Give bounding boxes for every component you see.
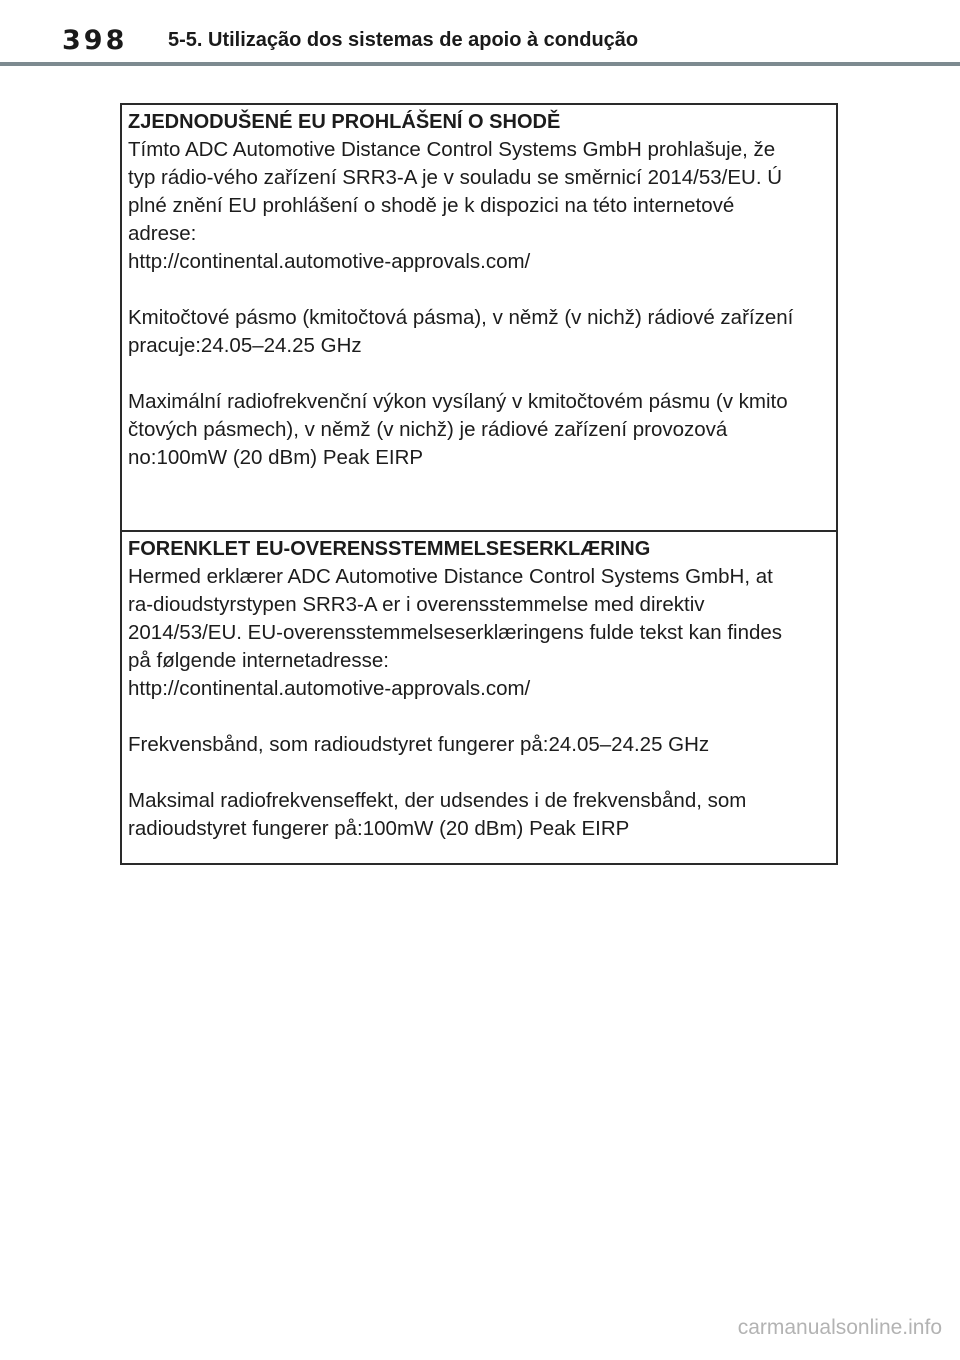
text-line: Kmitočtové pásmo (kmitočtová pásma), v němž (v nichž) rádiové zařízení	[128, 306, 794, 329]
text-line: no:100mW (20 dBm) Peak EIRP	[128, 446, 424, 469]
danish-declaration	[122, 530, 836, 863]
page-number: 398	[62, 25, 128, 56]
text-line: adrese:	[128, 222, 197, 245]
danish-max-power	[128, 787, 830, 843]
approvals-url: http://continental.automotive-approvals.com/	[128, 677, 531, 700]
text-line: Maximální radiofrekvenční výkon vysílaný v kmitočtovém pásmu (v kmito	[128, 390, 788, 413]
czech-declaration-statement	[128, 136, 830, 276]
watermark: carmanualsonline.info	[737, 1316, 942, 1339]
text-line: på følgende internetadresse:	[128, 649, 389, 672]
text-line: pracuje:24.05–24.25 GHz	[128, 334, 362, 357]
text-line: typ rádio-vého zařízení SRR3-A je v souladu se směrnicí 2014/53/EU. Ú	[128, 166, 783, 189]
approvals-url: http://continental.automotive-approvals.com/	[128, 250, 531, 273]
declaration-box	[120, 103, 838, 865]
text-line: Hermed erklærer ADC Automotive Distance Control Systems GmbH, at	[128, 565, 773, 588]
text-line: plné znění EU prohlášení o shodě je k dispozici na této internetové	[128, 194, 735, 217]
danish-frequency-band	[128, 731, 830, 759]
czech-declaration-heading: ZJEDNODUŠENÉ EU PROHLÁŠENÍ O SHODĚ	[128, 111, 561, 133]
text-line: ra-dioudstyrstypen SRR3-A er i overensstemmelse med direktiv	[128, 593, 705, 616]
text-line: čtových pásmech), v němž (v nichž) je rádiové zařízení provozová	[128, 418, 728, 441]
danish-declaration-heading: FORENKLET EU-OVERENSSTEMMELSESERKLÆRING	[128, 538, 651, 560]
czech-max-power	[128, 388, 830, 472]
text-line: Frekvensbånd, som radioudstyret fungerer på:24.05–24.25 GHz	[128, 733, 710, 756]
text-line: Maksimal radiofrekvenseffekt, der udsendes i de frekvensbånd, som	[128, 789, 747, 812]
page-header	[0, 0, 960, 66]
text-line: 2014/53/EU. EU-overensstemmelseserklæringens fulde tekst kan findes	[128, 621, 783, 644]
spacer	[128, 276, 830, 304]
text-line: radioudstyret fungerer på:100mW (20 dBm) Peak EIRP	[128, 817, 630, 840]
spacer	[128, 360, 830, 388]
czech-frequency-band	[128, 304, 830, 360]
section-title: 5-5. Utilização dos sistemas de apoio à condução	[168, 29, 639, 51]
spacer	[128, 759, 830, 787]
text-line: Tímto ADC Automotive Distance Control Systems GmbH prohlašuje, že	[128, 138, 776, 161]
header-divider	[0, 62, 960, 66]
czech-declaration	[122, 105, 836, 530]
danish-declaration-statement	[128, 563, 830, 703]
spacer	[128, 703, 830, 731]
